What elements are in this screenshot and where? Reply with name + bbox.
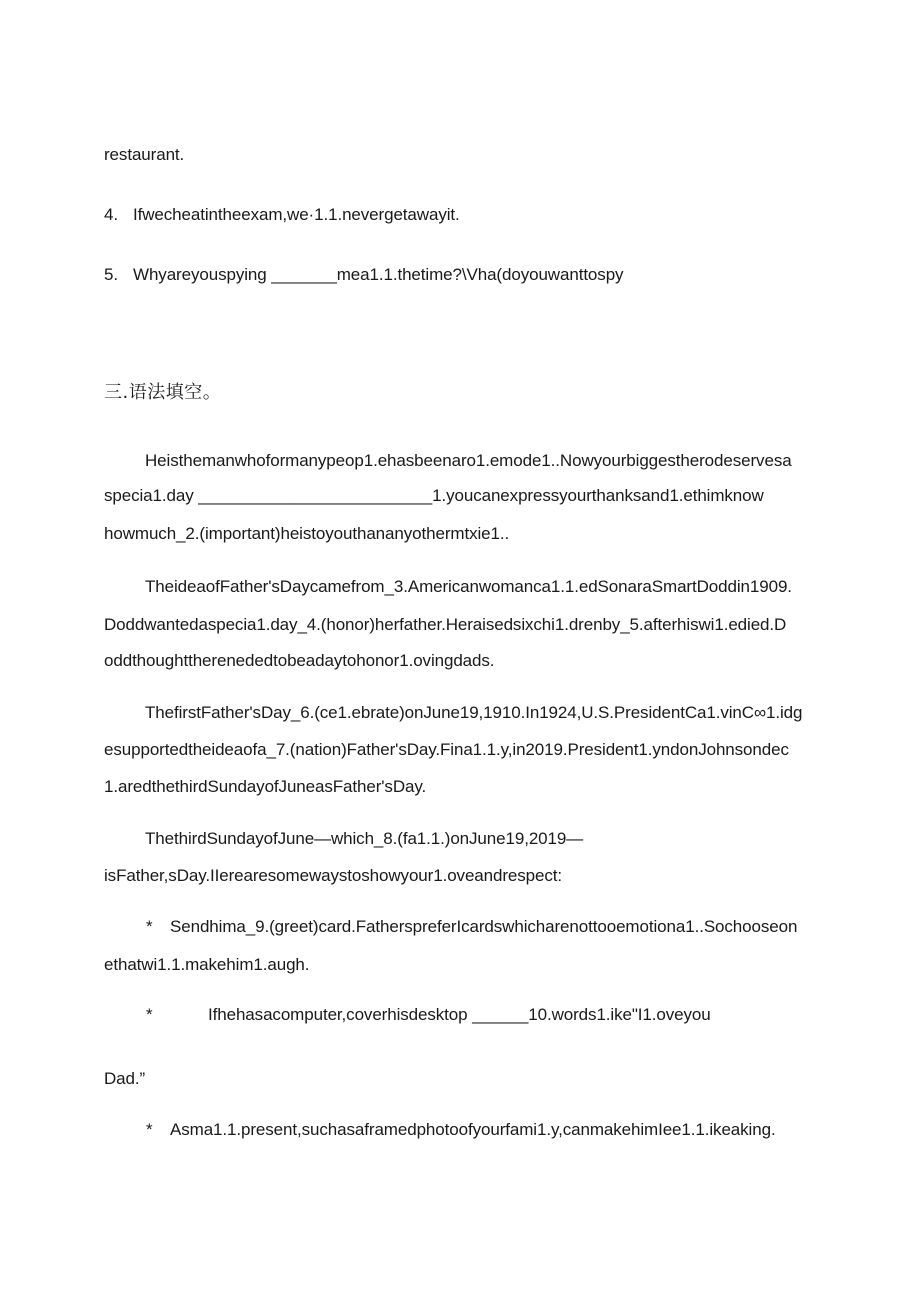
bullet1-symbol: * xyxy=(146,917,153,936)
bullet2-line1: Ifhehasacomputer,coverhisdesktop ______10.words1.ike"I1.oveyou xyxy=(208,1005,711,1024)
para2-line2: Doddwantedaspecia1.day_4.(honor)herfather.Heraisedsixchi1.drenby_5.afterhiswi1.edied.D xyxy=(104,615,787,634)
item-5-text: Whyareyouspying _______mea1.1.thetime?\Vha(doyouwanttospy xyxy=(133,265,624,284)
para3-line2: esupportedtheideaofa_7.(nation)Father'sDay.Fina1.1.y,in2019.President1.yndonJohnsondec xyxy=(104,740,789,759)
para3-line1: ThefirstFather'sDay_6.(ce1.ebrate)onJune19,1910.In1924,U.S.PresidentCa1.vinC∞1.idg xyxy=(145,703,803,722)
para3-line3: 1.aredthethirdSundayofJuneasFather'sDay. xyxy=(104,777,427,796)
para4-line1: ThethirdSundayofJune—which_8.(fa1.1.)onJune19,2019— xyxy=(145,829,584,848)
bullet1-line1: Sendhima_9.(greet)card.FatherspreferIcardswhicharenottooemotiona1..Sochooseon xyxy=(170,917,798,936)
bullet3-symbol: * xyxy=(146,1120,153,1139)
para1-line1: Heisthemanwhoformanypeop1.ehasbeenaro1.emode1..Nowyourbiggestherodeservesa xyxy=(145,451,792,470)
bullet2-line2: Dad.” xyxy=(104,1069,146,1088)
para1-line2: specia1.day _________________________1.youcanexpressyourthanksand1.ethimknow xyxy=(104,486,764,505)
bullet3-line1: Asma1.1.present,suchasaframedphotoofyourfami1.y,canmakehimIee1.1.ikeaking. xyxy=(170,1120,776,1139)
bullet1-line2: ethatwi1.1.makehim1.augh. xyxy=(104,955,310,974)
item-4-number: 4. xyxy=(104,205,118,224)
text-line-restaurant: restaurant. xyxy=(104,145,185,164)
section-heading: 三.语法填空。 xyxy=(104,382,222,403)
para2-line1: TheideaofFather'sDaycamefrom_3.Americanwomanca1.1.edSonaraSmartDoddin1909. xyxy=(145,577,792,596)
item-5-number: 5. xyxy=(104,265,118,284)
para1-line3: howmuch_2.(important)heistoyouthananyothermtxie1.. xyxy=(104,524,510,543)
para2-line3: oddthoughttherenededtobeadaytohonor1.ovingdads. xyxy=(104,651,495,670)
para4-line2: isFather,sDay.IIerearesomewaystoshowyour1.oveandrespect: xyxy=(104,866,563,885)
bullet2-symbol: * xyxy=(146,1005,153,1024)
item-4-text: Ifwecheatintheexam,we·1.1.nevergetawayit. xyxy=(133,205,460,224)
